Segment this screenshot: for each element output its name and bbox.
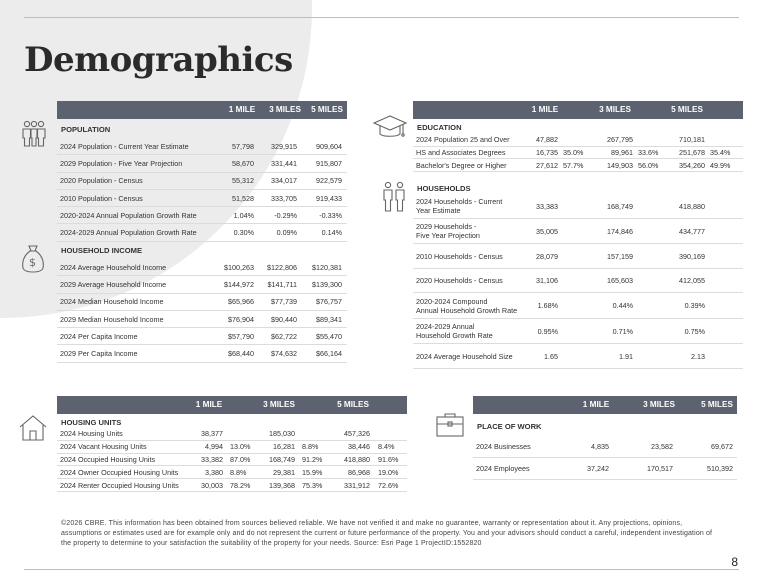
household-income-heading: HOUSEHOLD INCOME	[61, 246, 143, 255]
population-heading: POPULATION	[61, 125, 111, 134]
value-5-miles: 390,169	[679, 251, 705, 261]
row-label: 2029 Households - Five Year Projection	[416, 222, 480, 240]
pct-5-miles: 72.6%	[378, 480, 399, 490]
col-5-miles: 5 MILES	[337, 400, 369, 409]
pct-1-mile: 78.2%	[230, 480, 251, 490]
value-1-mile: 31,106	[536, 276, 558, 285]
education-heading: EDUCATION	[417, 123, 462, 132]
value-3-miles: 334,017	[271, 176, 297, 186]
pct-3-miles: 33.6%	[638, 148, 659, 158]
col-1-mile: 1 MILE	[228, 105, 256, 114]
col-1-mile: 1 MILE	[582, 400, 610, 409]
people-group-icon	[19, 118, 49, 148]
row-label: Bachelor's Degree or Higher	[416, 160, 507, 170]
row-label: HS and Associates Degrees	[416, 148, 506, 158]
row-label: 2029 Average Household Income	[60, 279, 167, 289]
value-3-miles: 0.71%	[612, 326, 633, 336]
row-label: 2024-2029 Annual Population Growth Rate	[60, 228, 197, 238]
table-header-work	[473, 396, 737, 414]
row-label: 2024-2029 Annual Household Growth Rate	[416, 322, 493, 340]
value-3-miles: 333,705	[271, 193, 297, 203]
value-5-miles: 510,392	[707, 464, 733, 473]
page-number: 8	[731, 555, 738, 569]
table-row	[57, 328, 347, 345]
value-3-miles: -0.29%	[274, 210, 297, 220]
value-1-mile: 27,612	[536, 160, 558, 170]
row-label: 2024 Renter Occupied Housing Units	[60, 480, 179, 490]
value-3-miles: $77,739	[271, 297, 297, 307]
row-label: 2024 Population 25 and Over	[416, 135, 510, 145]
top-divider	[24, 17, 739, 18]
col-3-miles: 3 MILES	[643, 400, 675, 409]
table-row	[57, 259, 347, 276]
value-3-miles: 1.91	[619, 351, 633, 361]
value-3-miles: $90,440	[271, 314, 297, 324]
svg-text:$: $	[29, 256, 36, 269]
value-5-miles: $66,164	[316, 349, 342, 359]
table-row	[57, 190, 347, 207]
row-label: 2024 Population - Current Year Estimate	[60, 141, 189, 151]
col-5-miles: 5 MILES	[671, 105, 703, 114]
table-row	[57, 346, 347, 363]
pct-3-miles: 91.2%	[302, 454, 323, 464]
col-1-mile: 1 MILE	[531, 105, 559, 114]
row-label: 2020 Population - Census	[60, 176, 143, 186]
value-5-miles: 69,672	[711, 442, 733, 451]
table-header-right	[413, 101, 743, 119]
value-3-miles: 331,441	[271, 158, 297, 168]
value-3-miles: 329,915	[271, 141, 297, 151]
value-5-miles: 0.75%	[684, 326, 705, 336]
row-label: 2010 Population - Census	[60, 193, 143, 203]
value-5-miles: 434,777	[679, 226, 705, 236]
row-label: 2029 Per Capita Income	[60, 349, 138, 359]
value-5-miles: $55,470	[316, 331, 342, 341]
value-3-miles: 174,846	[607, 226, 633, 236]
value-3-miles: 165,603	[607, 276, 633, 285]
row-label: 2024 Occupied Housing Units	[60, 454, 156, 464]
value-5-miles: 418,880	[679, 201, 705, 211]
value-3-miles: $62,722	[271, 331, 297, 341]
table-row	[57, 311, 347, 328]
table-row	[57, 441, 407, 454]
table-row	[57, 294, 347, 311]
value-5-miles: 0.14%	[321, 228, 342, 238]
pct-1-mile: 57.7%	[563, 160, 584, 170]
briefcase-icon	[434, 410, 466, 440]
family-icon	[381, 180, 407, 214]
row-label: 2024 Owner Occupied Housing Units	[60, 467, 179, 477]
table-row	[57, 138, 347, 155]
pct-1-mile: 87.0%	[230, 454, 251, 464]
value-5-miles: $89,341	[316, 314, 342, 324]
value-1-mile: 0.95%	[537, 326, 558, 336]
row-label: 2024 Housing Units	[60, 429, 123, 439]
value-1-mile: $57,790	[228, 331, 254, 341]
value-3-miles: $122,806	[267, 262, 297, 272]
table-row	[57, 207, 347, 224]
row-label: 2029 Population - Five Year Projection	[60, 158, 183, 168]
value-3-miles: 185,030	[269, 429, 295, 439]
value-5-miles: 86,968	[348, 467, 370, 477]
value-3-miles: 139,368	[269, 480, 295, 490]
col-3-miles: 3 MILES	[269, 105, 301, 114]
value-1-mile: 33,383	[536, 201, 558, 211]
table-row	[57, 428, 407, 441]
value-3-miles: 16,281	[273, 442, 295, 452]
value-1-mile: $100,263	[224, 262, 254, 272]
value-1-mile: $76,904	[228, 314, 254, 324]
value-1-mile: $65,966	[228, 297, 254, 307]
value-1-mile: 33,382	[201, 454, 223, 464]
value-1-mile: 4,994	[205, 442, 223, 452]
value-1-mile: 1.65	[544, 351, 558, 361]
table-row	[413, 159, 743, 172]
value-5-miles: 710,181	[679, 135, 705, 145]
value-5-miles: 412,055	[679, 276, 705, 285]
table-row	[57, 479, 407, 492]
pct-5-miles: 8.4%	[378, 442, 395, 452]
pct-5-miles: 91.6%	[378, 454, 399, 464]
table-row	[413, 194, 743, 219]
row-label: 2024 Households - Current Year Estimate	[416, 197, 503, 215]
table-row	[57, 225, 347, 242]
table-row	[57, 454, 407, 467]
row-label: 2024 Per Capita Income	[60, 331, 138, 341]
value-1-mile: $68,440	[228, 349, 254, 359]
value-1-mile: 1.68%	[537, 301, 558, 310]
value-1-mile: 57,798	[232, 141, 254, 151]
value-5-miles: 457,326	[344, 429, 370, 439]
page-title: Demographics	[24, 40, 293, 80]
table-header-housing	[57, 396, 407, 414]
table-row	[413, 269, 743, 293]
value-1-mile: 47,882	[536, 135, 558, 145]
value-5-miles: 909,604	[316, 141, 342, 151]
table-row	[413, 134, 743, 147]
value-5-miles: $120,381	[312, 262, 342, 272]
value-1-mile: 30,003	[201, 480, 223, 490]
value-1-mile: 37,242	[587, 464, 609, 473]
value-5-miles: 0.39%	[684, 301, 705, 310]
value-5-miles: 251,678	[679, 148, 705, 158]
value-1-mile: $144,972	[224, 279, 254, 289]
col-5-miles: 5 MILES	[311, 105, 343, 114]
money-bag-icon	[20, 243, 46, 273]
households-heading: HOUSEHOLDS	[417, 184, 471, 193]
value-1-mile: 0.30%	[233, 228, 254, 238]
col-5-miles: 5 MILES	[701, 400, 733, 409]
row-label: 2029 Median Household Income	[60, 314, 164, 324]
value-5-miles: 331,912	[344, 480, 370, 490]
value-3-miles: 170,517	[647, 464, 673, 473]
table-row	[413, 219, 743, 244]
value-1-mile: 55,312	[232, 176, 254, 186]
row-label: 2024 Businesses	[476, 442, 531, 451]
table-row	[413, 319, 743, 344]
value-3-miles: 149,903	[607, 160, 633, 170]
row-label: 2024 Average Household Size	[416, 351, 513, 361]
table-row	[473, 436, 737, 458]
row-label: 2024 Average Household Income	[60, 262, 167, 272]
pct-1-mile: 13.0%	[230, 442, 251, 452]
footnote-disclaimer: ©2026 CBRE. This information has been obtained from sources believed reliable. We have not verified it and make no guarantee, warranty or representation about it. Any projections, opinions, assumptions or estimates used are for example only and do not represent the current or future performance of the property. You and your advisors should conduct a careful, independent investigation of the property to determine to your satisfaction the suitability of the property for your needs. Source: Esri Page 1 ProjectID:1552820	[61, 520, 713, 547]
housing-units-heading: HOUSING UNITS	[61, 418, 122, 427]
value-3-miles: 23,582	[651, 442, 673, 451]
row-label: 2020-2024 Annual Population Growth Rate	[60, 210, 197, 220]
value-3-miles: 0.09%	[276, 228, 297, 238]
table-row	[413, 147, 743, 160]
pct-5-miles: 19.0%	[378, 467, 399, 477]
value-3-miles: 168,749	[607, 201, 633, 211]
place-of-work-heading: PLACE OF WORK	[477, 422, 542, 431]
value-3-miles: $141,711	[267, 279, 297, 289]
value-5-miles: 38,446	[348, 442, 370, 452]
pct-3-miles: 8.8%	[302, 442, 319, 452]
value-3-miles: 29,381	[273, 467, 295, 477]
value-3-miles: 157,159	[607, 251, 633, 261]
col-1-mile: 1 MILE	[195, 400, 223, 409]
value-3-miles: $74,632	[271, 349, 297, 359]
bottom-divider	[24, 569, 739, 570]
value-3-miles: 168,749	[269, 454, 295, 464]
value-3-miles: 89,961	[611, 148, 633, 158]
pct-1-mile: 35.0%	[563, 148, 584, 158]
house-icon	[18, 413, 48, 443]
col-3-miles: 3 MILES	[599, 105, 631, 114]
row-label: 2020-2024 Compound Annual Household Growth Rate	[416, 296, 518, 315]
value-1-mile: 28,079	[536, 251, 558, 261]
value-1-mile: 38,377	[201, 429, 223, 439]
pct-3-miles: 56.0%	[638, 160, 659, 170]
value-5-miles: 2.13	[691, 351, 705, 361]
value-5-miles: $139,300	[312, 279, 342, 289]
value-1-mile: 3,380	[205, 467, 223, 477]
table-row	[413, 344, 743, 369]
table-row	[413, 293, 743, 319]
value-1-mile: 4,835	[591, 442, 609, 451]
value-3-miles: 0.44%	[612, 301, 633, 310]
table-row	[57, 466, 407, 479]
value-1-mile: 58,670	[232, 158, 254, 168]
value-5-miles: 922,579	[316, 176, 342, 186]
graduation-cap-icon	[372, 113, 408, 143]
row-label: 2024 Employees	[476, 464, 530, 473]
value-1-mile: 35,005	[536, 226, 558, 236]
value-5-miles: 418,880	[344, 454, 370, 464]
col-3-miles: 3 MILES	[263, 400, 295, 409]
value-5-miles: 915,807	[316, 158, 342, 168]
value-3-miles: 267,795	[607, 135, 633, 145]
table-header-left	[57, 101, 347, 119]
row-label: 2024 Vacant Housing Units	[60, 442, 147, 452]
pct-5-miles: 49.9%	[710, 160, 731, 170]
value-5-miles: $76,757	[316, 297, 342, 307]
value-5-miles: 354,260	[679, 160, 705, 170]
table-row	[57, 173, 347, 190]
row-label: 2020 Households - Census	[416, 276, 503, 285]
value-1-mile: 51,528	[232, 193, 254, 203]
table-row	[473, 458, 737, 480]
value-5-miles: 919,433	[316, 193, 342, 203]
value-5-miles: -0.33%	[319, 210, 342, 220]
table-row	[57, 276, 347, 293]
pct-3-miles: 75.3%	[302, 480, 323, 490]
row-label: 2024 Median Household Income	[60, 297, 164, 307]
row-label: 2010 Households - Census	[416, 251, 503, 261]
table-row	[413, 244, 743, 269]
value-1-mile: 1.04%	[233, 210, 254, 220]
table-row	[57, 155, 347, 172]
value-1-mile: 16,735	[536, 148, 558, 158]
pct-5-miles: 35.4%	[710, 148, 731, 158]
pct-3-miles: 15.9%	[302, 467, 323, 477]
pct-1-mile: 8.8%	[230, 467, 247, 477]
